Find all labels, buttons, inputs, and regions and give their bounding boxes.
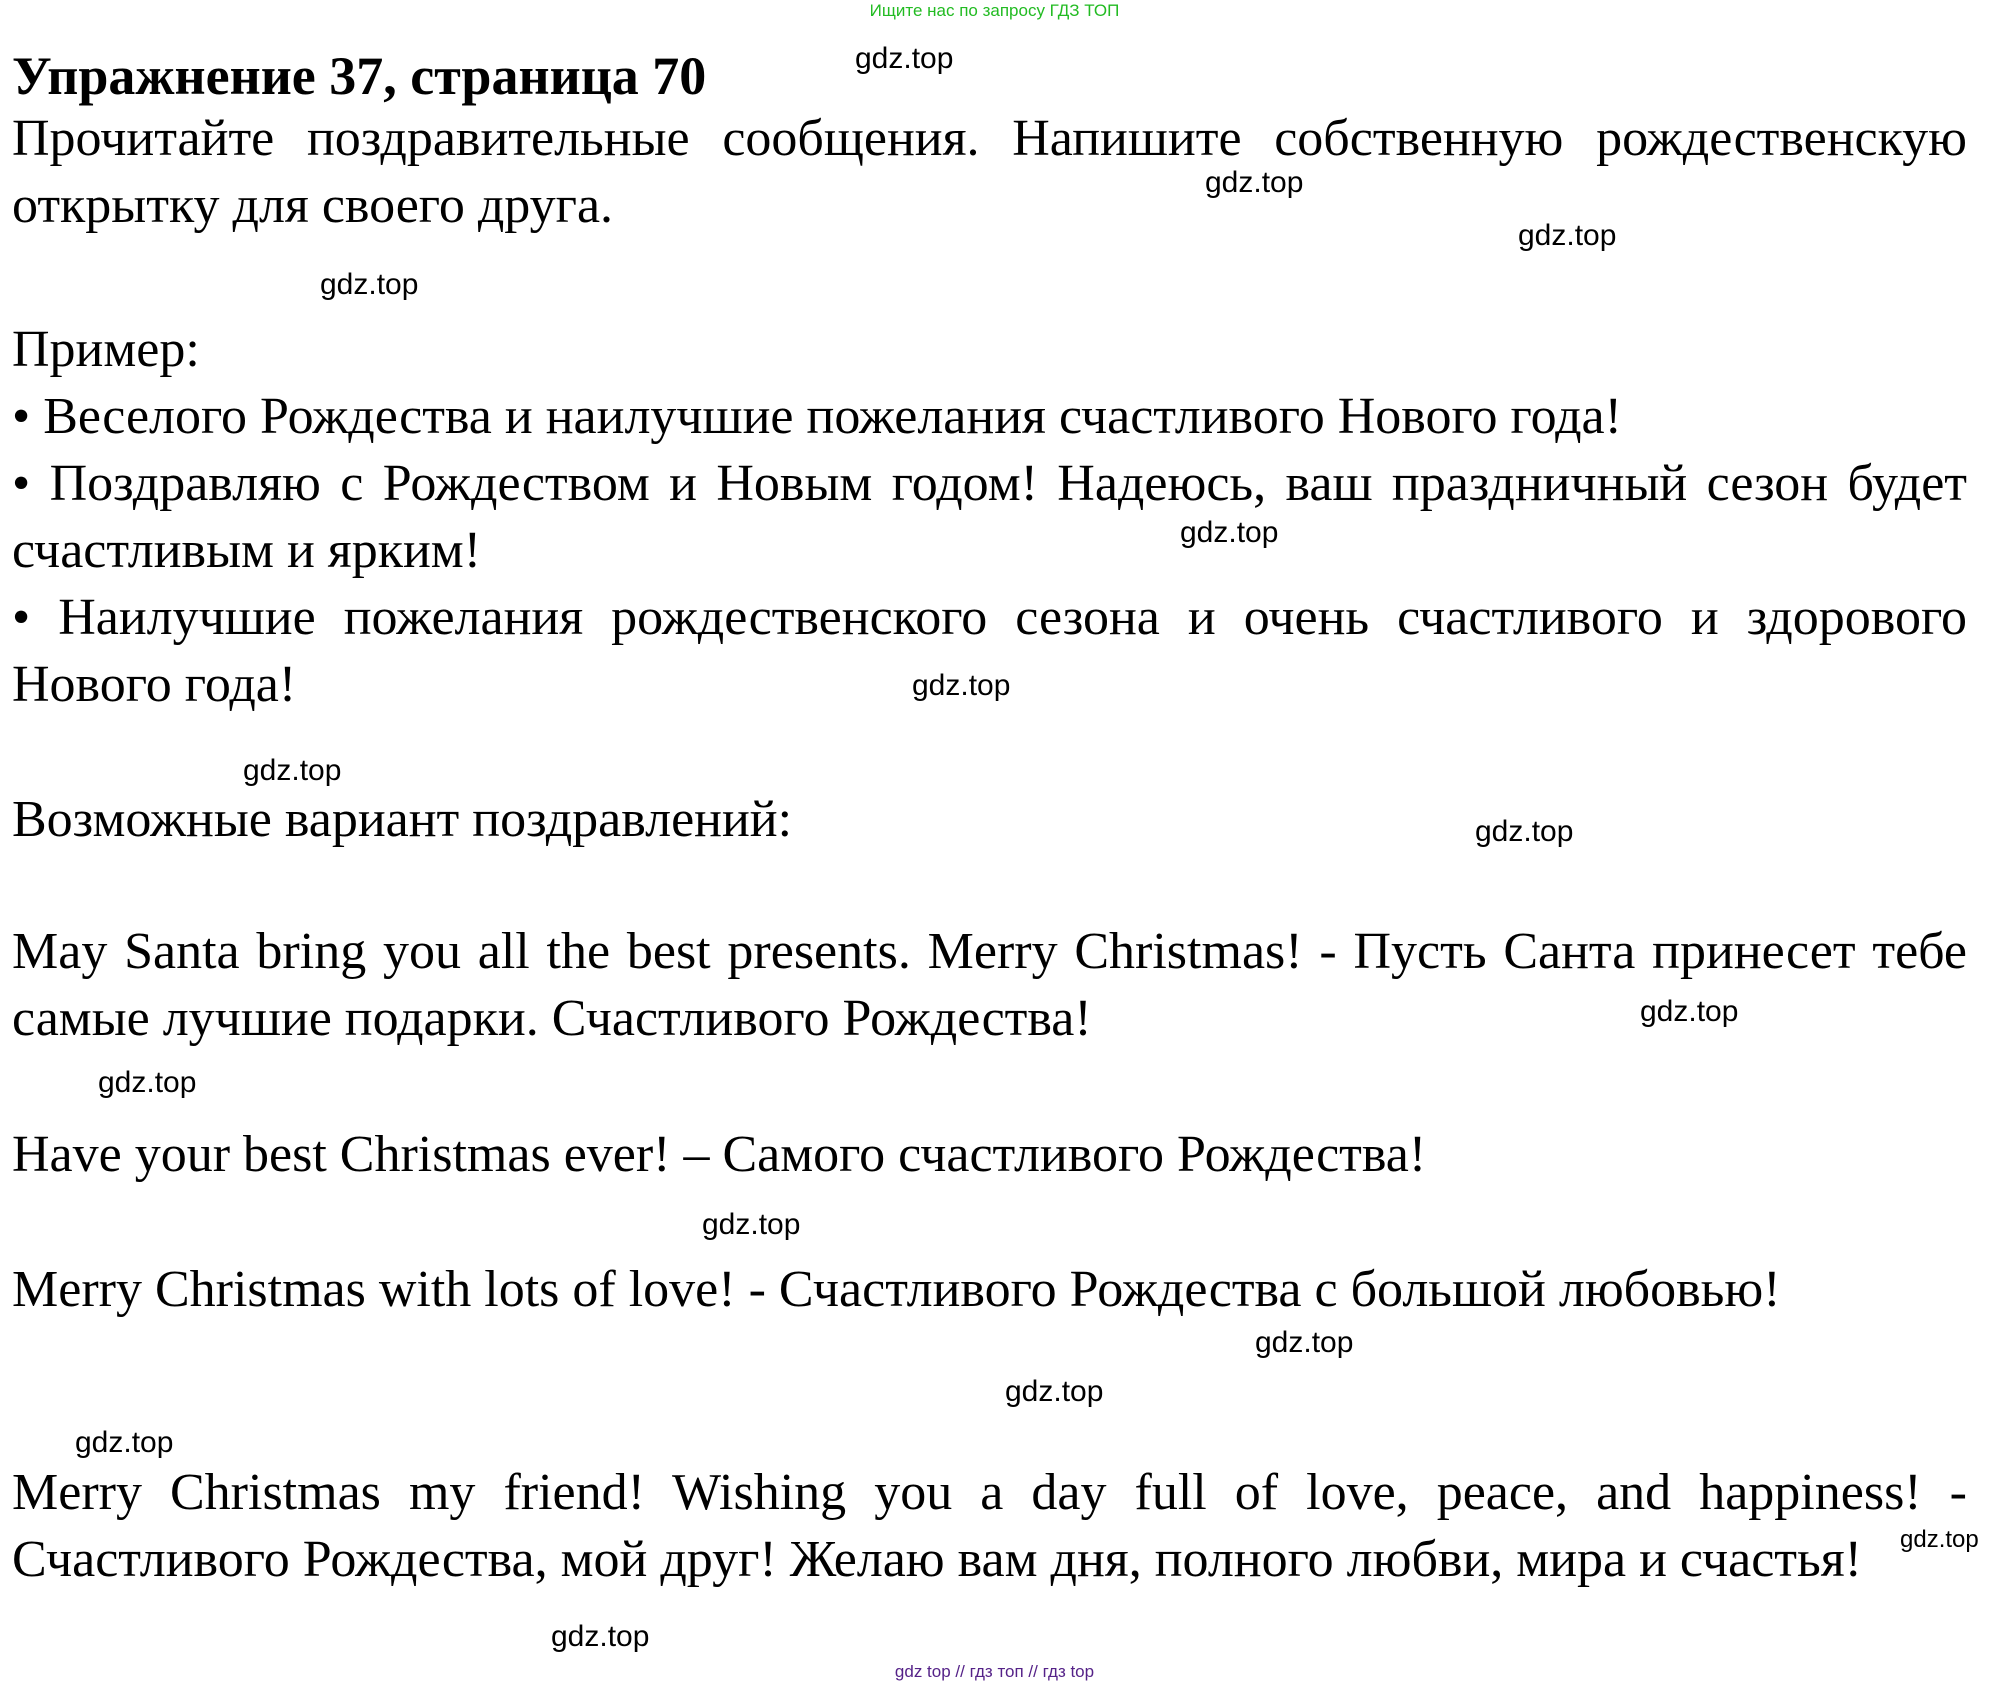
watermark: gdz.top	[98, 1066, 197, 1099]
variant-item: May Santa bring you all the best presents. Merry Christmas! - Пусть Санта принесет тебе самые лучшие подарки. Счастливого Рождества!	[12, 923, 1967, 1047]
watermark: gdz.top	[1900, 1526, 1979, 1553]
variant-item: Have your best Christmas ever! – Самого счастливого Рождества!	[12, 1126, 1427, 1183]
watermark: gdz.top	[320, 268, 419, 301]
watermark: gdz.top	[1475, 815, 1574, 848]
variants-label: Возможные вариант поздравлений:	[12, 791, 793, 848]
watermark: gdz.top	[243, 754, 342, 787]
watermark: gdz.top	[702, 1208, 801, 1241]
watermark: gdz.top	[912, 669, 1011, 702]
variant-item: Merry Christmas with lots of love! - Счастливого Рождества с большой любовью!	[12, 1261, 1781, 1318]
footer-links: gdz top // гдз топ // гдз top	[894, 1662, 1095, 1681]
example-label: Пример:	[12, 321, 200, 378]
watermark: gdz.top	[1255, 1326, 1354, 1359]
variant-item: Merry Christmas my friend! Wishing you a day full of love, peace, and happiness! - Счастливого Рождества, мой друг! Желаю вам дня, полного любви, мира и счастья!	[12, 1464, 1967, 1588]
page-title: Упражнение 37, страница 70	[12, 46, 707, 106]
watermark: gdz.top	[1180, 516, 1279, 549]
watermark: gdz.top	[551, 1620, 650, 1653]
site-banner: Ищите нас по запросу ГДЗ ТОП	[869, 1, 1120, 20]
watermark: gdz.top	[1205, 166, 1304, 199]
watermark: gdz.top	[1640, 995, 1739, 1028]
example-item: • Наилучшие пожелания рождественского сезона и очень счастливого и здорового Нового года!	[12, 589, 1967, 713]
watermark: gdz.top	[1005, 1375, 1104, 1408]
watermark: gdz.top	[75, 1426, 174, 1459]
example-item: • Веселого Рождества и наилучшие пожелания счастливого Нового года!	[12, 388, 1622, 445]
task-text: Прочитайте поздравительные сообщения. Напишите собственную рождественскую открытку для своего друга.	[12, 110, 1967, 234]
example-item: • Поздравляю с Рождеством и Новым годом! Надеюсь, ваш праздничный сезон будет счастливым и ярким!	[12, 455, 1967, 579]
watermark: gdz.top	[855, 42, 954, 75]
watermark: gdz.top	[1518, 219, 1617, 252]
